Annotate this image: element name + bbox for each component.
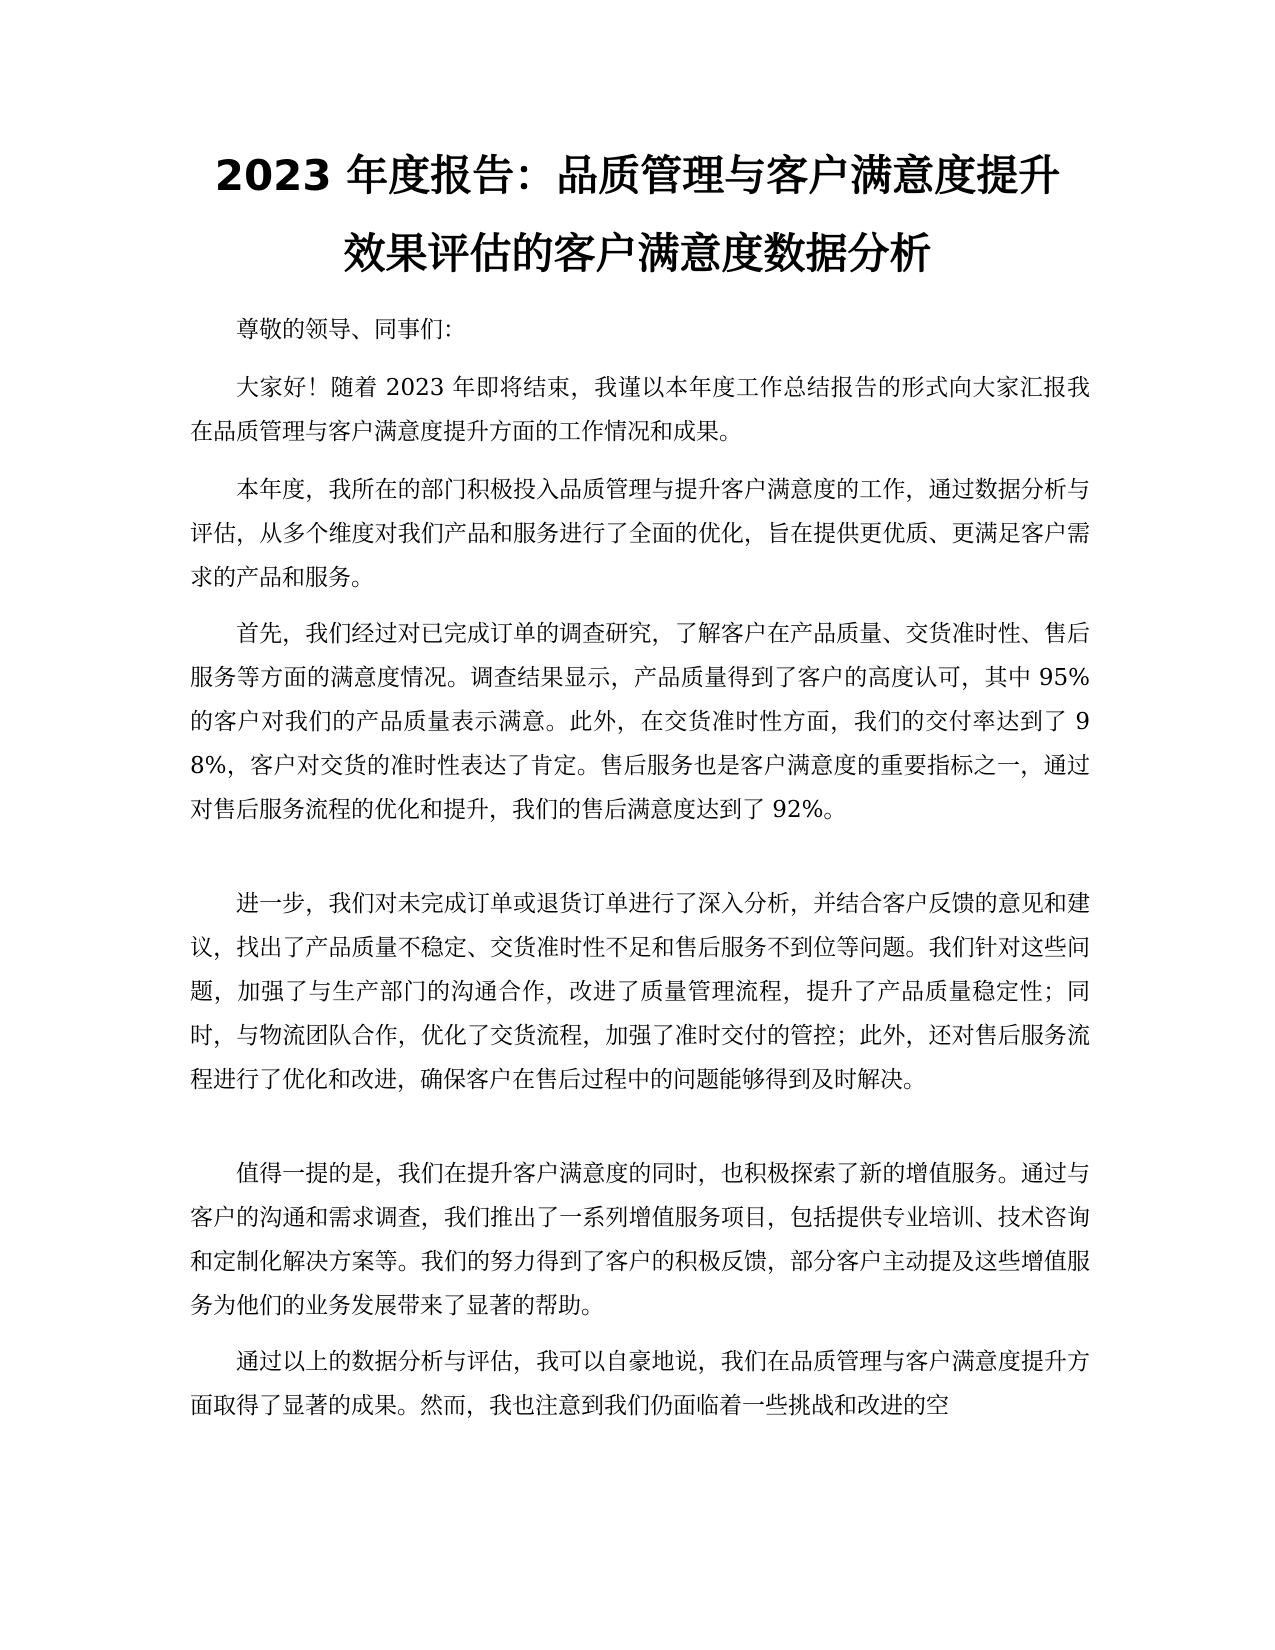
paragraph-problem-analysis: 进一步，我们对未完成订单或退货订单进行了深入分析，并结合客户反馈的意见和建议，找出了产品质量不稳定、交货准时性不足和售后服务不到位等问题。我们针对这些问题，加强了与生产部门的沟通合作，改进了质量管理流程，提升了产品质量稳定性；同时，与物流团队合作，优化了交货流程，加强了准时交付的管控；此外，还对售后服务流程进行了优化和改进，确保客户在售后过程中的问题能够得到及时解决。 xyxy=(190,891,1090,1093)
document-title-line-1: 2023 年度报告：品质管理与客户满意度提升 xyxy=(214,151,1061,200)
paragraph-salutation: 尊敬的领导、同事们： xyxy=(236,317,466,343)
paragraph-conclusion: 通过以上的数据分析与评估，我可以自豪地说，我们在品质管理与客户满意度提升方面取得了显著的成果。然而，我也注意到我们仍面临着一些挑战和改进的空 xyxy=(190,1349,1090,1419)
paragraph-overview: 本年度，我所在的部门积极投入品质管理与提升客户满意度的工作，通过数据分析与评估，从多个维度对我们产品和服务进行了全面的优化，旨在提供更优质、更满足客户需求的产品和服务。 xyxy=(190,477,1090,591)
document-title-line-2: 效果评估的客户满意度数据分析 xyxy=(343,229,932,278)
paragraph-value-added-services: 值得一提的是，我们在提升客户满意度的同时，也积极探索了新的增值服务。通过与客户的沟通和需求调查，我们推出了一系列增值服务项目，包括提供专业培训、技术咨询和定制化解决方案等。我们的努力得到了客户的积极反馈，部分客户主动提及这些增值服务为他们的业务发展带来了显著的帮助。 xyxy=(190,1161,1090,1319)
paragraph-greeting: 大家好！随着 2023 年即将结束，我谨以本年度工作总结报告的形式向大家汇报我在品质管理与客户满意度提升方面的工作情况和成果。 xyxy=(190,375,1090,445)
paragraph-survey-results: 首先，我们经过对已完成订单的调查研究，了解客户在产品质量、交货准时性、售后服务等方面的满意度情况。调查结果显示，产品质量得到了客户的高度认可，其中 95%的客户对我们的产品质量表示满意。此外，在交货准时性方面，我们的交付率达到了 98%，客户对交货的准时性表达了肯定。售后服务也是客户满意度的重要指标之一，通过对售后服务流程的优化和提升，我们的售后满意度达到了 92%。 xyxy=(190,621,1090,823)
